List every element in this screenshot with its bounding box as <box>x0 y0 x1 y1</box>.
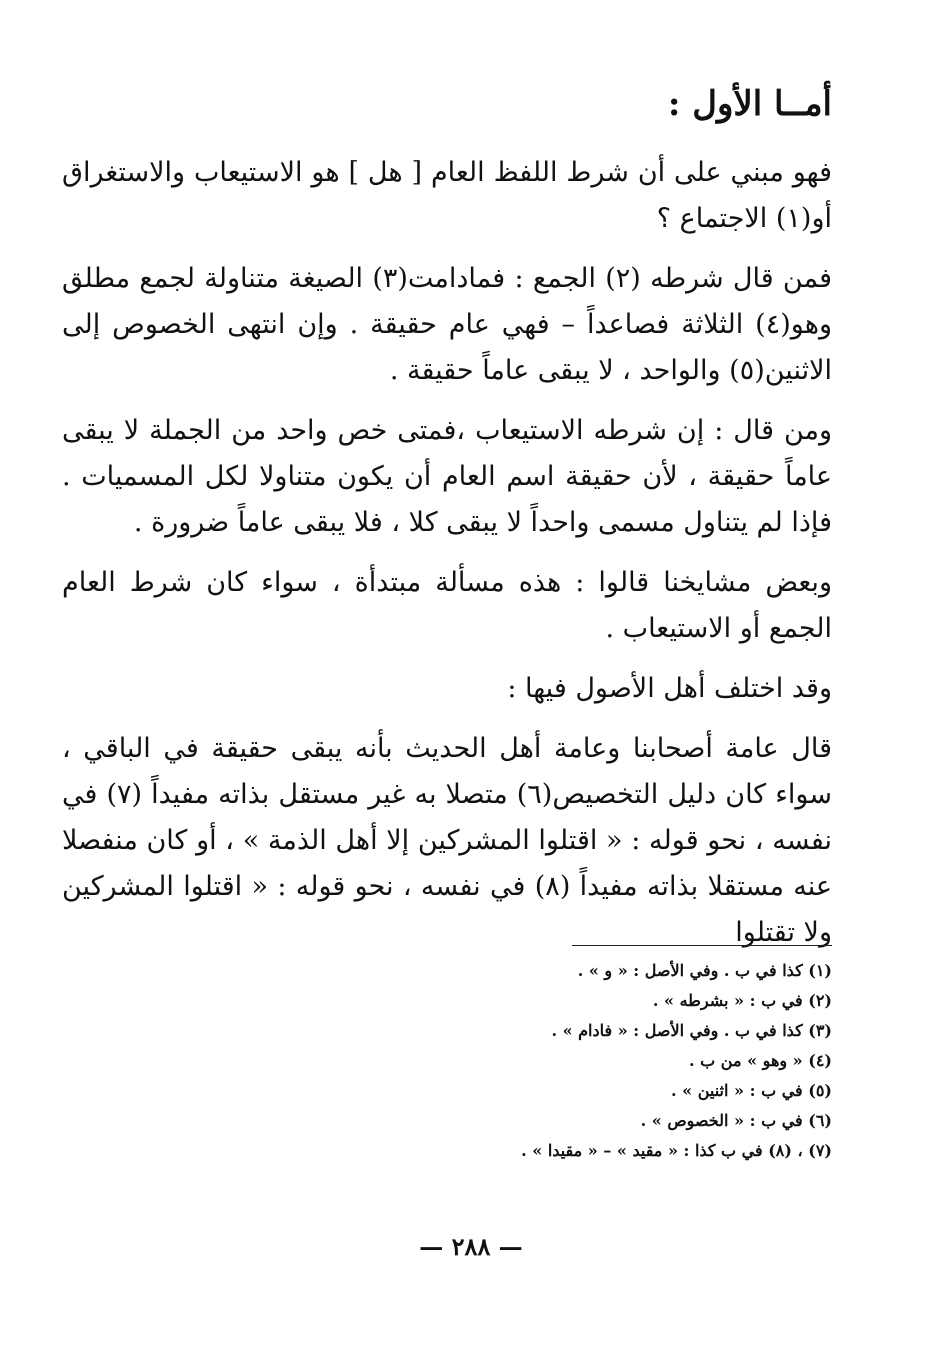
footnote-3: (٣) كذا في ب . وفي الأصل : « فادام » . <box>551 1021 832 1040</box>
footnote-5: (٥) في ب : « اثنين » . <box>671 1081 832 1100</box>
footnote-7: (٧) ، (٨) في ب كذا : « مقيد » – « مقيدا » . <box>521 1141 832 1160</box>
body-text <box>62 150 832 970</box>
paragraph-6: قال عامة أصحابنا وعامة أهل الحديث بأنه يبقى حقيقة في الباقي ، سواء كان دليل التخصيص(٦) متصلا به غير مستقل بذاته مفيداً (٧) في نفسه ، نحو قوله : « اقتلوا المشركين إلا أهل الذمة » ، أو كان منفصلا عنه مستقلا بذاته مفيداً (٨) في نفسه ، نحو قوله : « اقتلوا المشركين ولا تقتلوا <box>62 733 832 948</box>
paragraph-1: فهو مبني على أن شرط اللفظ العام [ هل ] هو الاستيعاب والاستغراق أو(١) الاجتماع ؟ <box>62 157 832 234</box>
footnotes <box>521 945 832 1166</box>
footnote-4: (٤) « وهو » من ب . <box>689 1051 832 1070</box>
paragraph-2: فمن قال شرطه (٢) الجمع : فمادامت(٣) الصيغة متناولة لجمع مطلق وهو(٤) الثلاثة فصاعداً – فهي عام حقيقة . وإن انتهى الخصوص إلى الاثنين(٥) والواحد ، لا يبقى عاماً حقيقة . <box>62 263 832 386</box>
paragraph-5: وقد اختلف أهل الأصول فيها : <box>507 673 832 704</box>
paragraph-4: وبعض مشايخنا قالوا : هذه مسألة مبتدأة ، سواء كان شرط العام الجمع أو الاستيعاب . <box>62 567 832 644</box>
section-heading: أمــا الأول : <box>667 84 832 124</box>
footnote-1: (١) كذا في ب . وفي الأصل : « و » . <box>577 961 832 980</box>
footnote-2: (٢) في ب : « بشرطه » . <box>652 991 832 1010</box>
paragraph-3: ومن قال : إن شرطه الاستيعاب ،فمتى خص واحد من الجملة لا يبقى عاماً حقيقة ، لأن حقيقة اسم العام أن يكون متناولا لكل المسميات . فإذا لم يتناول مسمى واحداً لا يبقى كلا ، فلا يبقى عاماً ضرورة . <box>62 415 832 538</box>
footnote-6: (٦) في ب : « الخصوص » . <box>640 1111 832 1130</box>
page-number: — ٢٨٨ — <box>419 1232 523 1261</box>
